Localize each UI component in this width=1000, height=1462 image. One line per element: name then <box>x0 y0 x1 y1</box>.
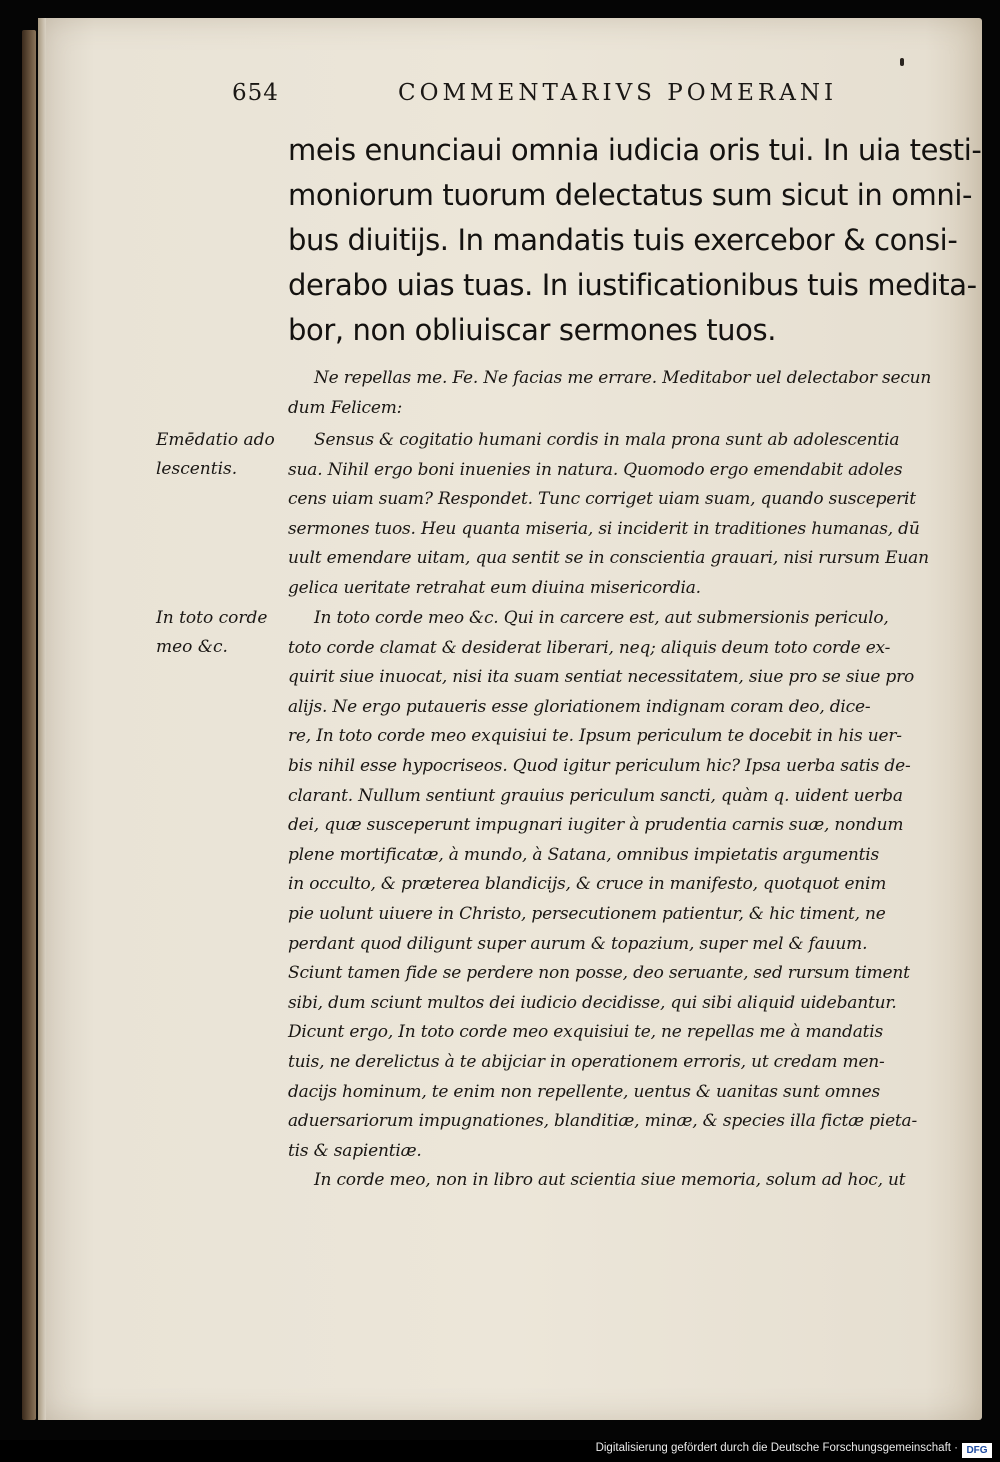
comment-line: In corde meo, non in libro aut scientia siue memoria, solum ad hoc, ut <box>314 1170 906 1190</box>
comment-line: gelica ueritate retrahat eum diuina misericordia. <box>288 577 701 598</box>
book-cover-edge <box>22 30 36 1420</box>
running-title: COMMENTARIVS POMERANI <box>398 80 838 106</box>
comment-line: re, In toto corde meo exquisiui te. Ipsum periculum te docebit in his uer- <box>288 726 902 747</box>
note-ne-repellas <box>288 364 938 423</box>
margin-note-line: meo &c. <box>156 637 228 657</box>
comment-line: in occulto, & præterea blandicijs, & cruce in manifesto, quotquot enim <box>288 874 887 895</box>
footer-bar <box>0 1440 1000 1462</box>
comment-line: pie uolunt uiuere in Christo, persecutionem patientur, & hic timent, ne <box>288 903 886 924</box>
comment-line: dacijs hominum, te enim non repellente, uentus & uanitas sunt omnes <box>288 1081 880 1102</box>
comment-line: perdant quod diligunt super aurum & topazium, super mel & fauum. <box>288 933 868 954</box>
funding-credit: Digitalisierung gefördert durch die Deutsche Forschungsgemeinschaft · <box>595 1442 958 1454</box>
comment-line: Ne repellas me. Fe. Ne facias me errare. Meditabor uel delectabor secun <box>314 368 932 388</box>
comment-line: Sciunt tamen fide se perdere non posse, deo seruante, sed rursum timent <box>288 963 910 984</box>
comment-line: tis & sapientiæ. <box>288 1140 422 1161</box>
comment-line: In toto corde meo &c. Qui in carcere est, aut submersionis periculo, <box>314 608 889 628</box>
margin-note-line: lescentis. <box>156 459 238 479</box>
comment-line: sua. Nihil ergo boni inuenies in natura. Quomodo ergo emendabit adoles <box>288 459 903 480</box>
comment-line: clarant. Nullum sentiunt grauius periculum sancti, quàm q. uident uerba <box>288 785 903 806</box>
comment-line: aduersariorum impugnationes, blanditiæ, minæ, & species illa fictæ pieta- <box>288 1111 918 1132</box>
comment-line: Dicunt ergo, In toto corde meo exquisiui te, ne repellas me à mandatis <box>288 1022 884 1043</box>
margin-note-in-toto <box>156 604 282 662</box>
psalm-line: bus diuitijs. In mandatis tuis exercebor & consi- <box>288 223 958 257</box>
comment-emendatio <box>288 426 938 604</box>
comment-line: Sensus & cogitatio humani cordis in mala prona sunt ab adolescentia <box>314 430 900 450</box>
comment-line: quirit siue inuocat, nisi ita suam sentiat necessitatem, siue pro se siue pro <box>288 667 915 688</box>
psalm-line: meis enunciaui omnia iudicia oris tui. In uia testi- <box>288 133 982 167</box>
margin-note-emendatio <box>156 426 282 484</box>
psalm-line: derabo uias tuas. In iustificationibus tuis medita- <box>288 268 977 302</box>
page-gutter <box>38 18 46 1420</box>
dfg-logo: DFG <box>962 1443 992 1458</box>
comment-line: bis nihil esse hypocriseos. Quod igitur periculum hic? Ipsa uerba satis de- <box>288 755 911 776</box>
psalm-line: moniorum tuorum delectatus sum sicut in omni- <box>288 178 973 212</box>
page-number: 654 <box>232 80 279 106</box>
comment-line: alijs. Ne ergo putaueris esse gloriationem indignam coram deo, dice- <box>288 696 871 717</box>
comment-line: plene mortificatæ, à mundo, à Satana, omnibus impietatis argumentis <box>288 844 880 865</box>
margin-note-line: Emēdatio ado <box>156 430 275 450</box>
comment-line: tuis, ne derelictus à te abijciar in operationem erroris, ut credam men- <box>288 1051 885 1072</box>
psalm-text-block <box>288 128 982 353</box>
comment-in-toto <box>288 604 938 1166</box>
comment-line: sermones tuos. Heu quanta miseria, si inciderit in traditiones humanas, dū <box>288 518 920 539</box>
comment-in-corde <box>288 1166 938 1196</box>
comment-line: uult emendare uitam, qua sentit se in conscientia grauari, nisi rursum Euan <box>288 548 929 569</box>
comment-line: sibi, dum sciunt multos dei iudicio decidisse, qui sibi aliquid uidebantur. <box>288 992 897 1013</box>
comment-line: toto corde clamat & desiderat liberari, neq; aliquis deum toto corde ex- <box>288 637 891 658</box>
ink-mark <box>900 58 904 66</box>
comment-line: dum Felicem: <box>288 397 403 418</box>
comment-line: dei, quæ susceperunt impugnari iugiter à prudentia carnis suæ, nondum <box>288 815 904 836</box>
margin-note-line: In toto corde <box>156 608 268 628</box>
psalm-line: bor, non obliuiscar sermones tuos. <box>288 313 777 347</box>
comment-line: cens uiam suam? Respondet. Tunc corriget uiam suam, quando susceperit <box>288 489 916 510</box>
